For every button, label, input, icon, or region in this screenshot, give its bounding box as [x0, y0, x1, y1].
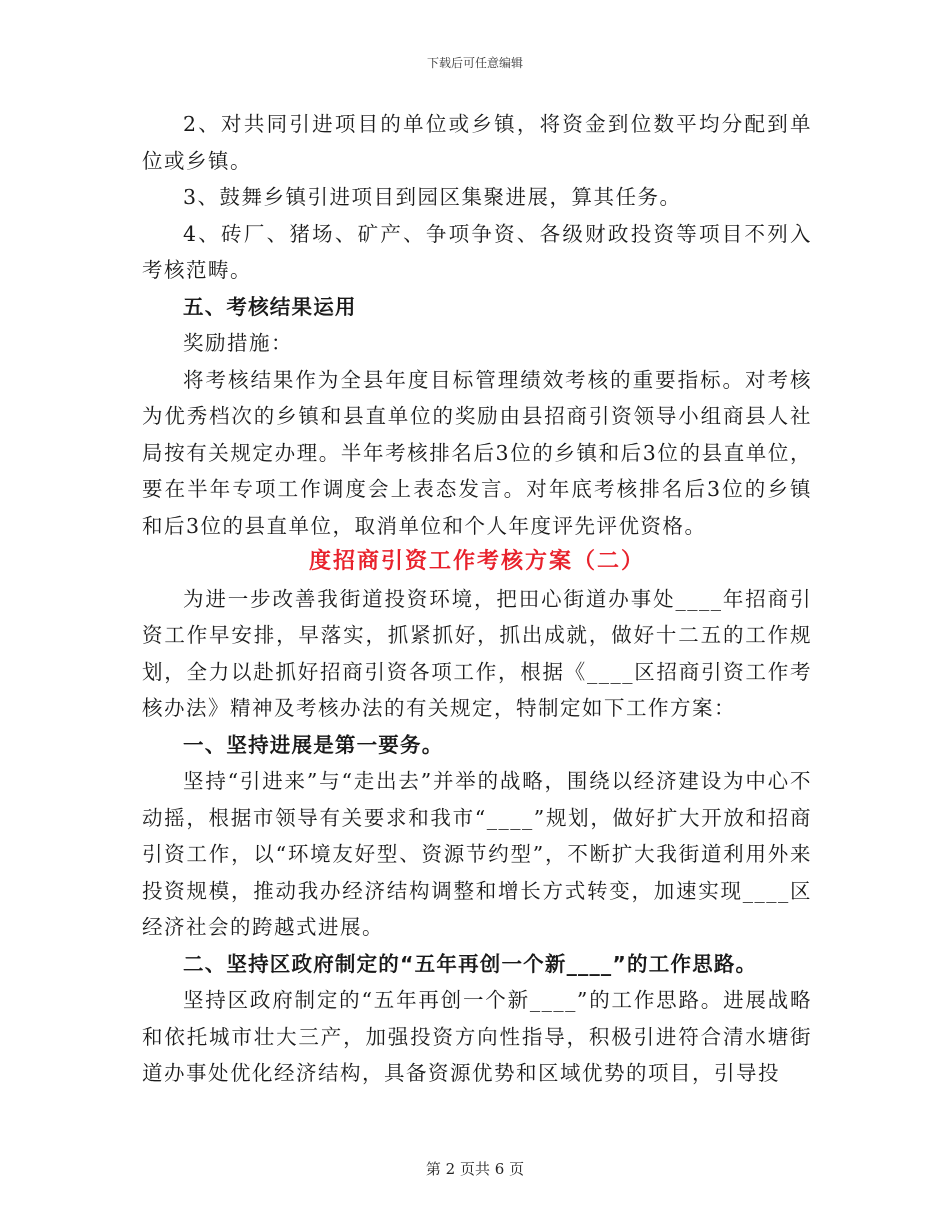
document-title: 度招商引资工作考核方案（二）	[308, 549, 645, 574]
paragraph-approach: 坚持区政府制定的“五年再创一个新____”的工作思路。进展战略和依托城市壮大三产，加强投资方向性指导，积极引进符合清水塘街道办事处优化经济结构，具备资源优势和区域优势的项目，引导投	[142, 988, 812, 1085]
paragraph-reward-label: 奖励措施：	[183, 331, 293, 355]
page-number-footer: 第 2 页共 6 页	[425, 1160, 525, 1178]
document-body	[142, 106, 812, 1092]
paragraph-strategy: 坚持“引进来”与“走出去”并举的战略，围绕以经济建设为中心不动摇，根据市领导有关要求和我市“____”规划，做好扩大开放和招商引资工作，以“环境友好型、资源节约型”，不断扩大我街道利用外来投资规模，推动我办经济结构调整和增长方式转变，加速实现____区经济社会的跨越式进展。	[142, 769, 812, 939]
section-heading-2: 二、坚持区政府制定的“五年再创一个新____”的工作思路。	[183, 951, 758, 976]
paragraph-item-3: 3、鼓舞乡镇引进项目到园区集聚进展，算其任务。	[183, 185, 682, 209]
section-heading-5: 五、考核结果运用	[183, 294, 357, 319]
paragraph-item-4: 4、砖厂、猪场、矿产、争项争资、各级财政投资等项目不列入考核范畴。	[142, 221, 812, 282]
section-heading-1: 一、坚持进展是第一要务。	[183, 732, 444, 757]
paragraph-item-2: 2、对共同引进项目的单位或乡镇，将资金到位数平均分配到单位或乡镇。	[142, 112, 812, 173]
page-header-note: 下载后可任意编辑	[426, 56, 523, 70]
paragraph-reward-measures: 将考核结果作为全县年度目标管理绩效考核的重要指标。对考核为优秀档次的乡镇和县直单位的奖励由县招商引资领导小组商县人社局按有关规定办理。半年考核排名后3位的乡镇和后3位的县直单位，要在半年专项工作调度会上表态发言。对年底考核排名后3位的乡镇和后3位的县直单位，取消单位和个人年度评先评优资格。	[142, 367, 812, 538]
paragraph-intro: 为进一步改善我街道投资环境，把田心街道办事处____年招商引资工作早安排，早落实，抓紧抓好，抓出成就，做好十二五的工作规划，全力以赴抓好招商引资各项工作，根据《____区招商引资工作考核办法》精神及考核办法的有关规定，特制定如下工作方案：	[142, 586, 812, 720]
